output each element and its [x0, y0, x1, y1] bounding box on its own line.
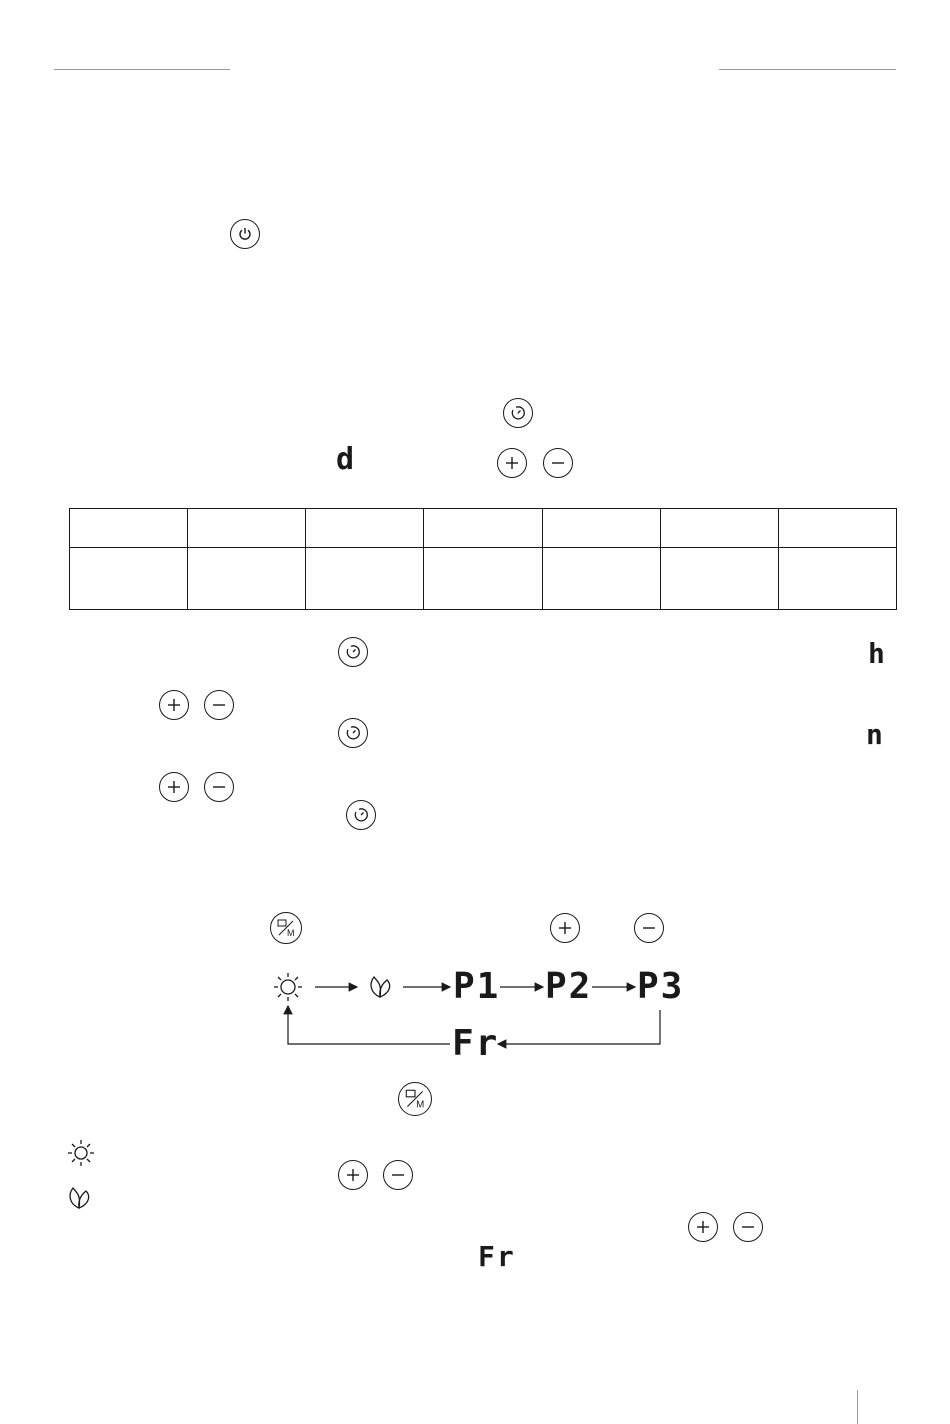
- table-cell: [542, 548, 660, 610]
- timer-clock-icon: [345, 644, 361, 660]
- table-cell: [542, 509, 660, 548]
- minus-button[interactable]: [543, 448, 573, 478]
- minus-icon: [740, 1219, 756, 1235]
- day-symbol: d: [336, 442, 357, 477]
- plus-icon: [557, 920, 573, 936]
- power-button[interactable]: [230, 219, 260, 249]
- minute-symbol: n: [866, 718, 885, 751]
- plus-icon: [695, 1219, 711, 1235]
- return-arrow: [498, 1010, 660, 1044]
- hour-symbol: h: [868, 637, 887, 670]
- mode-button[interactable]: [270, 912, 302, 944]
- minus-button[interactable]: [204, 690, 234, 720]
- mode-p3: P3: [637, 966, 685, 1007]
- table-row: [70, 509, 897, 548]
- timer-button[interactable]: [338, 637, 368, 667]
- timer-button[interactable]: [338, 718, 368, 748]
- table-cell: [306, 509, 424, 548]
- footer-divider: [857, 1390, 858, 1424]
- plus-icon: [166, 779, 182, 795]
- table-cell: [306, 548, 424, 610]
- svg-text:M: M: [287, 928, 295, 938]
- leaf-eco-icon: [371, 977, 390, 997]
- mode-p2: P2: [545, 966, 593, 1007]
- header-rule-right: [719, 69, 896, 70]
- table-cell: [70, 548, 188, 610]
- power-icon: [237, 226, 253, 242]
- mode-button[interactable]: [398, 1082, 432, 1116]
- minus-button[interactable]: [204, 772, 234, 802]
- minus-button[interactable]: [634, 913, 664, 943]
- plus-button[interactable]: [159, 690, 189, 720]
- plus-icon: [345, 1167, 361, 1183]
- minus-button[interactable]: [383, 1160, 413, 1190]
- mode-p1: P1: [453, 966, 501, 1007]
- minus-icon: [211, 697, 227, 713]
- table-cell: [778, 548, 896, 610]
- table-cell: [424, 509, 542, 548]
- table-cell: [70, 509, 188, 548]
- minus-icon: [390, 1167, 406, 1183]
- leaf-eco-icon: [66, 1186, 92, 1212]
- timer-button[interactable]: [503, 398, 533, 428]
- timer-clock-icon: [345, 725, 361, 741]
- minus-icon: [211, 779, 227, 795]
- mode-m-icon: [275, 917, 297, 939]
- return-arrow: [288, 1006, 450, 1044]
- table-cell: [188, 548, 306, 610]
- fr-symbol: Fr: [478, 1240, 516, 1273]
- minus-icon: [550, 455, 566, 471]
- minus-icon: [641, 920, 657, 936]
- plus-icon: [166, 697, 182, 713]
- table-row: [70, 548, 897, 610]
- plus-button[interactable]: [159, 772, 189, 802]
- sun-icon: [274, 973, 302, 1001]
- table-cell: [424, 548, 542, 610]
- svg-text:M: M: [416, 1099, 425, 1111]
- table-cell: [778, 509, 896, 548]
- minus-button[interactable]: [733, 1212, 763, 1242]
- plus-button[interactable]: [338, 1160, 368, 1190]
- table-cell: [660, 509, 778, 548]
- plus-button[interactable]: [497, 448, 527, 478]
- timer-table: [69, 508, 897, 610]
- sun-icon: [66, 1138, 96, 1168]
- plus-button[interactable]: [550, 913, 580, 943]
- timer-clock-icon: [510, 405, 526, 421]
- mode-m-icon: [403, 1087, 427, 1111]
- plus-button[interactable]: [688, 1212, 718, 1242]
- fr-symbol: Fr: [452, 1023, 500, 1064]
- timer-clock-icon: [353, 807, 369, 823]
- plus-icon: [504, 455, 520, 471]
- table-cell: [660, 548, 778, 610]
- table-cell: [188, 509, 306, 548]
- timer-button[interactable]: [346, 800, 376, 830]
- header-rule-left: [54, 69, 230, 70]
